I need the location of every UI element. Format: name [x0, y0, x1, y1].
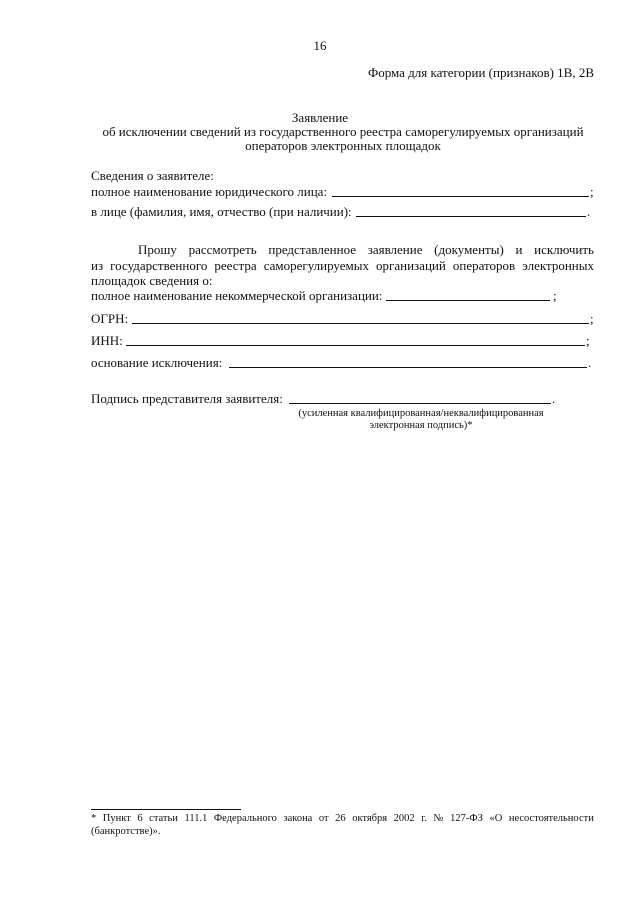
request-line-1 [138, 242, 594, 258]
footnote-word: «О [489, 813, 503, 824]
form-category-label: Форма для категории (признаков) 1В, 2В [367, 65, 594, 80]
request-word: операторов [452, 258, 516, 273]
document-title: Заявление [291, 110, 349, 125]
ogrn-label: ОГРН: [91, 311, 129, 326]
represented-by-field[interactable] [356, 216, 586, 217]
request-word: саморегулируемых [263, 258, 369, 273]
signature-field[interactable] [289, 403, 551, 404]
nonprofit-field[interactable] [386, 300, 550, 301]
footnote-word: статьи [149, 813, 178, 824]
footnote-word: * [91, 813, 97, 824]
footnote-separator [91, 809, 241, 810]
request-word: заявление [367, 242, 423, 257]
legal-name-field[interactable] [332, 196, 589, 197]
request-word: реестра [214, 258, 257, 273]
inn-field[interactable] [126, 345, 585, 346]
footnote-word: 26 [335, 813, 346, 824]
basis-label: основание исключения: [91, 355, 223, 370]
legal-name-end: ; [590, 184, 594, 199]
inn-end: ; [586, 333, 590, 348]
signature-note-line2: электронная подпись)* [369, 420, 473, 431]
request-word: рассмотреть [188, 242, 257, 257]
request-line-2 [91, 258, 594, 274]
applicant-heading: Сведения о заявителе: [91, 168, 214, 183]
footnote-word: 2002 [393, 813, 415, 824]
document-subtitle-line1: об исключении сведений из государственного реестра саморегулируемых организаций [102, 124, 584, 139]
represented-by-end: . [587, 204, 591, 219]
inn-label: ИНН: [91, 333, 123, 348]
ogrn-field[interactable] [132, 323, 589, 324]
request-word: из [91, 258, 104, 273]
legal-name-label: полное наименование юридического лица: [91, 184, 328, 199]
signature-note-line1: (усиленная квалифицированная/неквалифицированная [298, 408, 544, 419]
footnote-word: несостоятельности [508, 813, 594, 824]
request-word: и [515, 242, 523, 257]
footnote-word: 6 [137, 813, 143, 824]
represented-by-label: в лице (фамилия, имя, отчество (при наличии): [91, 204, 352, 219]
footnote-word: от [318, 813, 329, 824]
request-word: государственного [110, 258, 208, 273]
nonprofit-label: полное наименование некоммерческой организации: [91, 288, 383, 303]
request-word: представленное [268, 242, 356, 257]
request-word: электронных [522, 258, 594, 273]
ogrn-end: ; [590, 311, 594, 326]
request-word: (документы) [434, 242, 504, 257]
nonprofit-end: ; [553, 288, 557, 303]
signature-end: . [552, 391, 556, 406]
footnote-word: Пункт [102, 813, 131, 824]
footnote-word: 127-ФЗ [450, 813, 483, 824]
basis-field[interactable] [229, 367, 587, 368]
signature-label: Подпись представителя заявителя: [91, 391, 283, 406]
basis-end: . [588, 355, 592, 370]
request-word: организаций [376, 258, 446, 273]
request-word: Прошу [138, 242, 177, 257]
page-number: 16 [313, 38, 327, 53]
footnote-word: октября [352, 813, 388, 824]
footnote-word: закона [283, 813, 313, 824]
document-subtitle-line2: операторов электронных площадок [245, 138, 441, 153]
footnote-word: г. [421, 813, 427, 824]
footnote-word: 111.1 [184, 813, 208, 824]
footnote-line-2: (банкротстве)». [91, 826, 161, 837]
footnote-line-1 [91, 812, 594, 825]
footnote-word: № [433, 813, 444, 824]
footnote-word: Федерального [213, 813, 277, 824]
request-line-3: площадок сведения о: [91, 273, 213, 288]
request-word: исключить [534, 242, 594, 257]
